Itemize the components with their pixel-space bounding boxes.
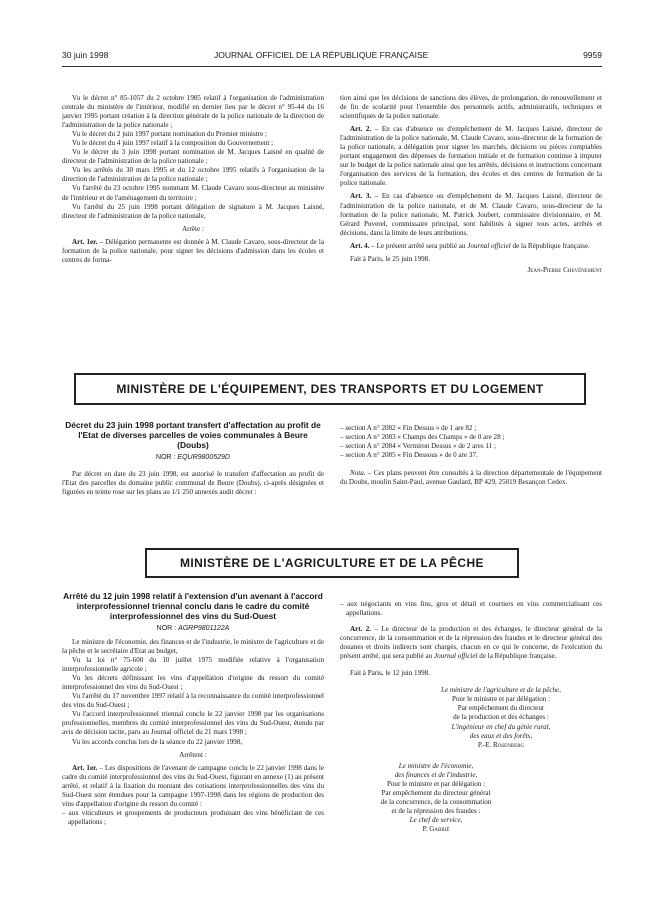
article-text: – En cas d'absence ou d'empêchement de M. Jacques Laisné, directeur de l'administration de la police nationale, M. Claude Cavaro, sous-directeur de la formation de la police nationale, a délégation pour signer les marchés, décisions ou pièces comptables portant engagement des dépenses de formation initiale et de formation continue à imputer sur le budget de la police nationale ainsi que les arrêtés, décisions et instructions concernant l'organisation des services de la formation, des écoles et des centres de formation de la police nationale. (340, 125, 602, 188)
nor-label: NOR : (156, 454, 178, 461)
ministry-title: MINISTÈRE DE L'AGRICULTURE ET DE LA PÊCHE (180, 556, 484, 570)
visa-paragraph: Vu l'arrêté du 17 novembre 1997 relatif à la reconnaissance du comité interprofessionnel des vins du Sud-Ouest ; (62, 692, 324, 710)
signature-line: des eaux et des forêts, (469, 731, 533, 740)
parcel-item: – section A n° 2083 « Champs des Champs » de 0 are 28 ; (340, 433, 505, 442)
ministry-equipement-heading (74, 373, 586, 405)
visa-paragraph: Vu les accords conclus lors de la séance du 22 janvier 1998, (72, 737, 243, 746)
nota-label: Nota. (350, 469, 366, 478)
signature-line: Par empêchement du directeur général (381, 788, 491, 797)
top-left-column (62, 94, 324, 265)
dash-item: – aux négociants en vins fins, gros et détail et courtiers en vins commercialisant ces appellations. (340, 600, 602, 618)
article-label: Art. 3. (350, 192, 372, 201)
decree-title: Arrêté du 12 juin 1998 relatif à l'extension d'un avenant à l'accord interprofessionnel triennal conclu dans le cadre du comité interprofessionnel des vins du Sud-Ouest (63, 591, 323, 621)
article-text: – En cas d'absence ou d'empêchement de M. Jacques Laisné, directeur de l'administration de la police nationale, et de M. Claude Cavaro, sous-directeur de la formation de la police nationale, M. Patrick Joubert, commissaire divisionnaire, et M. Gérard Puverel, commissaire principal, sont habilités à signer tous actes, arrêtés et décisions, dans la limite de leurs attributions. (340, 192, 602, 237)
signature-block (340, 686, 602, 749)
article-2 (340, 125, 602, 188)
nor-code: AGRP9801122A (178, 625, 230, 632)
fait-line: Fait à Paris, le 25 juin 1998. (350, 254, 430, 263)
preamble-paragraph: Le ministre de l'économie, des finances et de l'industrie, le ministre de l'agriculture et de la pêche et le secrétaire d'Etat au budget, (62, 638, 324, 656)
visa-paragraph: Vu le décret du 3 juin 1998 portant nomination de M. Jacques Laisné en qualité de directeur de l'administration de la police nationale ; (62, 148, 324, 166)
decree-title: Décret du 23 juin 1998 portant transfert d'affectation au profit de l'Etat de diverses parcelles de voies communales à Beure (Doubs) (65, 420, 321, 450)
article-label: Art. 1er. (72, 763, 98, 772)
signature-line: Par empêchement du directeur (457, 704, 545, 713)
fait-line: Fait à Paris, le 12 juin 1998. (350, 669, 430, 678)
top-right-column (340, 94, 602, 275)
ministry-title: MINISTÈRE DE L'ÉQUIPEMENT, DES TRANSPORTS ET DU LOGEMENT (116, 382, 544, 396)
ministry1-left-column (62, 470, 324, 497)
header-rule (62, 66, 602, 67)
journal-name: Journal officiel (433, 652, 478, 661)
ministry2-left-column (62, 638, 324, 827)
article-label: Art. 4. (350, 241, 370, 250)
signature-line: et de la répression des fraudes : (391, 806, 481, 815)
article-1 (62, 764, 324, 809)
ministry2-right-column (340, 600, 602, 834)
signature-name: P. Gabrié (422, 824, 450, 833)
signature-line: Le chef de service, (409, 815, 463, 824)
ministry-agriculture-heading (145, 548, 519, 578)
visa-paragraph: Vu l'arrêté du 23 octobre 1995 nommant M. Claude Cavaro sous-directeur au ministère de l'intérieur et de l'aménagement du territoire ; (62, 184, 324, 202)
signature-line: Pour le ministre et par délégation : (386, 779, 486, 788)
signature: Jean-Pierre Chevènement (527, 265, 602, 274)
dash-item: – aux viticulteurs et groupements de producteurs produisant des vins bénéficiant de ces appellations ; (62, 808, 324, 826)
header-page-number: 9959 (583, 50, 602, 60)
signature-line: Le ministre de l'agriculture et de la pêche, (441, 686, 561, 695)
journal-name: Journal officiel (467, 241, 511, 250)
nor-label: NOR : (156, 625, 179, 632)
parcel-item: – section A n° 2085 « Fin Dessous » de 0 are 37. (340, 451, 478, 460)
signature-line: de la concurrence, de la consommation (380, 797, 492, 806)
parcel-item: – section A n° 2082 « Fin Dessus » de 1 are 82 ; (340, 424, 477, 432)
nor-reference (62, 625, 324, 632)
visa-paragraph: Vu la loi n° 75-600 du 10 juillet 1975 modifiée relative à l'organisation interprofessionnelle agricole ; (62, 656, 324, 674)
article-1 (62, 238, 324, 265)
header-date: 30 juin 1998 (62, 50, 109, 60)
article-text: – Le directeur de la production et des échanges, le directeur général de la concurrence, de la consommation et de la répression des fraudes et le directeur général des douanes et droits indirects sont chargés, chacun en ce qui le concerne, de l'exécution du présent arrêté, qui sera publié au (340, 625, 602, 661)
visa-paragraph: Vu les arrêtés du 30 mars 1995 et du 12 octobre 1995 relatifs à l'organisation de la direction de l'administration de la police nationale ; (62, 166, 324, 184)
article-2 (340, 625, 602, 661)
header-journal-title: JOURNAL OFFICIEL DE LA RÉPUBLIQUE FRANÇAISE (214, 50, 429, 60)
article-text: – Les dispositions de l'avenant de campagne conclu le 22 janvier 1998 dans le cadre du comité interprofessionnel des vins du Sud-Ouest, figurant en annexe (1) au présent arrêté, et relatif à la fixation du montant des cotisations interprofessionnelles des vins du Sud-Ouest sont étendues pour la campagne 1997-1998 dans les régions de production des vins d'appellation d'origine du ressort du comité : (62, 763, 324, 808)
visa-paragraph: Vu le décret n° 85-1057 du 2 octobre 1985 relatif à l'organisation de l'administration centrale du ministère de l'intérieur, modifié en dernier lieu par le décret n° 95-44 du 16 janvier 1995 portant création à la direction générale de la police nationale de la direction de l'administration de la police nationale ; (62, 94, 324, 130)
visa-paragraph: Vu le décret du 4 juin 1997 relatif à la composition du Gouvernement ; (72, 139, 274, 148)
nota (340, 469, 602, 487)
signature-line: de la production et des échanges : (453, 713, 549, 722)
nor-reference (62, 454, 324, 461)
signature-line: L'ingénieur en chef du génie rural, (451, 722, 551, 731)
signature-name: P.-E. Rosenberg (477, 740, 525, 749)
signature-line: des finances et de l'industrie, (394, 770, 478, 779)
signature-block (340, 762, 602, 834)
ministry1-right-column (340, 424, 602, 487)
decree-text: Par décret en date du 23 juin 1998, est autorisé le transfert d'affectation au profit de l'Etat des parcelles du domaine public communal de Beure (Doubs), ci-après désignées et figurées en teinte rose sur les plans au 1/1 250 annexés audit décret : (62, 470, 324, 497)
article-text: – Délégation permanente est donnée à M. Claude Cavaro, sous-directeur de la formation de la police nationale, pour signer les décisions d'admission dans les écoles et centres de forma- (62, 237, 324, 264)
article-3 (340, 192, 602, 237)
article-4 (340, 242, 602, 251)
arretent-heading: Arrêtent : (179, 750, 207, 759)
visa-paragraph: Vu le décret du 2 juin 1997 portant nomination du Premier ministre ; (72, 130, 268, 139)
nor-code: EQUR9800529D (177, 454, 230, 461)
article-label: Art. 2. (350, 125, 372, 134)
article-label: Art. 1er. (72, 237, 98, 246)
visa-paragraph: Vu les décrets définissant les vins d'appellation d'origine du ressort du comité interprofessionnel des vins du Sud-Ouest ; (62, 674, 324, 692)
signature-line: Pour le ministre et par délégation : (451, 695, 551, 704)
nota-text: – Ces plans peuvent être consultés à la direction départementale de l'équipement du Doubs, moulin Saint-Paul, avenue Gaulard, BP 429, 25019 Besançon Cedex. (340, 469, 602, 487)
page-header (62, 50, 602, 64)
visa-paragraph: Vu l'accord interprofessionnel triennal conclu le 22 janvier 1998 par les organisations professionnelles, membres du comité interprofessionnel des vins du Sud-Ouest, étendu par avis de décision tacite, paru au Journal officiel du 21 mars 1998 ; (62, 710, 324, 737)
visa-paragraph: Vu l'arrêté du 25 juin 1998 portant délégation de signature à M. Jacques Laisné, directeur de l'administration de la police nationale, (62, 202, 324, 220)
article-text: de la République française. (510, 241, 590, 250)
article-text: – Le présent arrêté sera publié au (369, 241, 468, 250)
arrete-heading: Arrête : (182, 224, 204, 233)
parcel-item: – section A n° 2084 « Vermiron Dessus » de 2 ares 11 ; (340, 442, 496, 451)
article-text: de la République française. (477, 652, 557, 661)
article-1-continued: tion ainsi que les décisions de sanctions des élèves, de prolongation, de renouvellement et de fin de scolarité pour l'ensemble des personnels actifs, administratifs, techniques et scientifiques de la police nationale. (340, 94, 602, 121)
signature-line: Le ministre de l'économie, (398, 761, 474, 770)
article-label: Art. 2. (350, 625, 372, 634)
